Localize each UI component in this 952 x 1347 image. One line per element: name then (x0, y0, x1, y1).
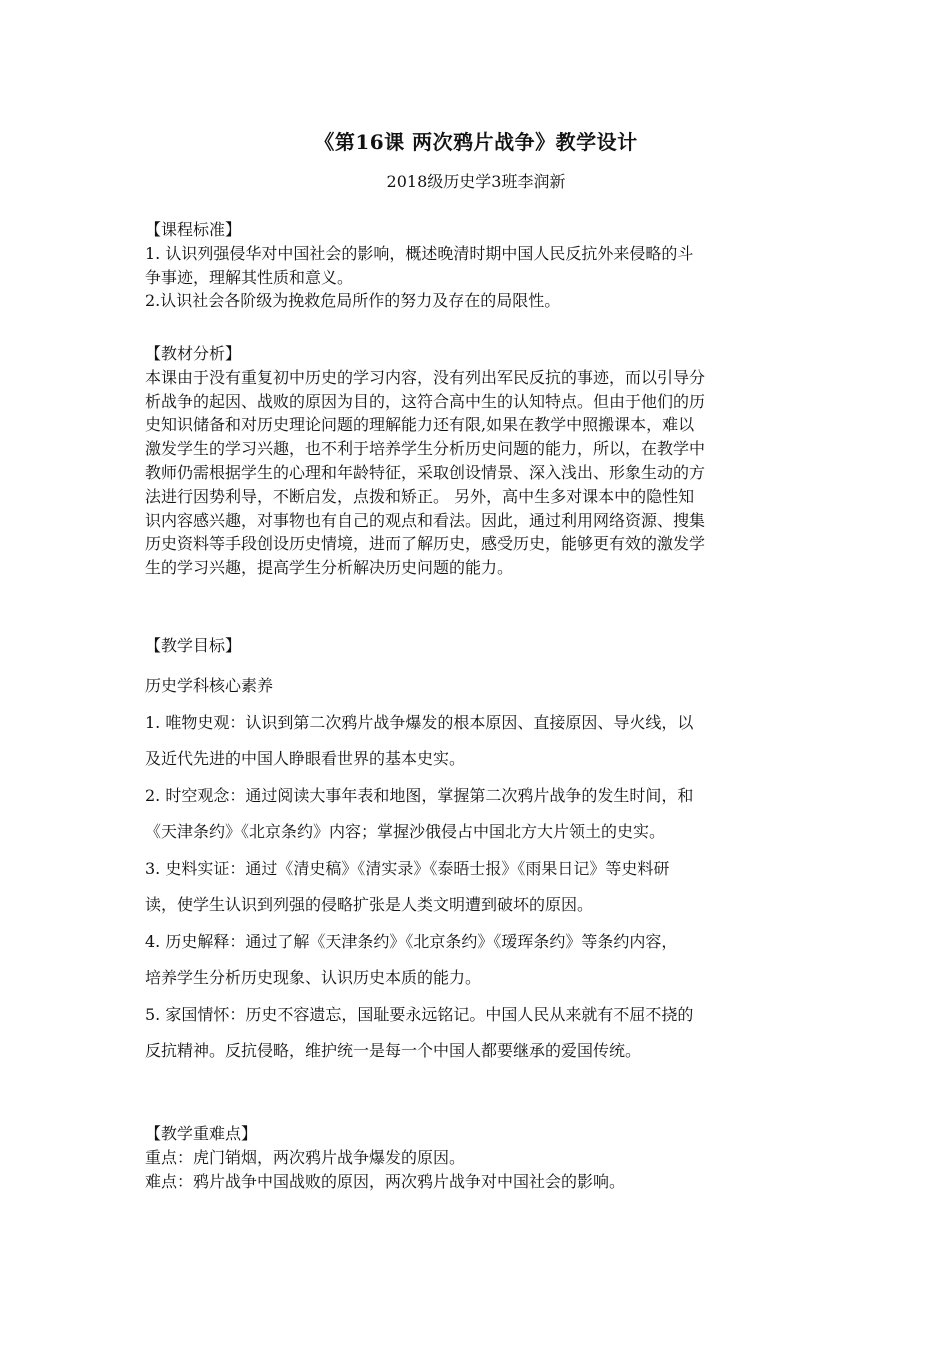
section-heading: 【教学重难点】 (145, 1124, 258, 1143)
paragraph-line: 2. 时空观念：通过阅读大事年表和地图，掌握第二次鸦片战争的发生时间，和 (145, 785, 694, 805)
paragraph-line: 反抗精神。反抗侵略，维护统一是每一个中国人都要继承的爱国传统。 (145, 1041, 642, 1060)
paragraph-line: 2.认识社会各阶级为挽救危局所作的努力及存在的局限性。 (145, 291, 561, 311)
paragraph-line: 析战争的起因、战败的原因为目的，这符合高中生的认知特点。但由于他们的历 (145, 391, 706, 411)
paragraph-line: 识内容感兴趣，对事物也有自己的观点和看法。因此，通过利用网络资源、搜集 (145, 510, 706, 530)
paragraph-line: 难点：鸦片战争中国战败的原因，两次鸦片战争对中国社会的影响。 (145, 1171, 626, 1191)
objectives-body (145, 668, 813, 1070)
document-title: 《第16课 两次鸦片战争》教学设计 (314, 130, 638, 154)
paragraph-line: 本课由于没有重复初中历史的学习内容，没有列出军民反抗的事迹，而以引导分 (145, 367, 706, 387)
paragraph-line: 1. 唯物史观：认识到第二次鸦片战争爆发的根本原因、直接原因、导火线，以 (145, 712, 694, 732)
paragraph-line: 《天津条约》《北京条约》内容；掌握沙俄侵占中国北方大片领土的史实。 (145, 822, 666, 841)
paragraph-line: 历史学科核心素养 (145, 676, 274, 695)
section-heading: 【课程标准】 (145, 220, 242, 239)
paragraph-line: 读，使学生认识到列强的侵略扩张是人类文明遭到破坏的原因。 (145, 895, 594, 914)
author-line: 2018级历史学3班李润新 (386, 172, 566, 191)
paragraph-line: 历史资料等手段创设历史情境，进而了解历史，感受历史，能够更有效的激发学 (145, 534, 706, 554)
paragraph-line: 3. 史料实证：通过《清史稿》《清实录》《泰晤士报》《雨果日记》等史料研 (145, 858, 670, 878)
paragraph-line: 争事迹，理解其性质和意义。 (145, 267, 354, 287)
section-key-points (145, 1122, 813, 1193)
section-teaching-objectives (145, 634, 813, 658)
section-textbook-analysis (145, 342, 813, 580)
paragraph-line: 教师仍需根据学生的心理和年龄特征，采取创设情景、深入浅出、形象生动的方 (145, 462, 706, 482)
section-heading: 【教材分析】 (145, 344, 242, 363)
paragraph-line: 生的学习兴趣，提高学生分析解决历史问题的能力。 (145, 558, 514, 578)
paragraph-line: 及近代先进的中国人睁眼看世界的基本史实。 (145, 749, 466, 768)
paragraph-line: 史知识储备和对历史理论问题的理解能力还有限,如果在教学中照搬课本，难以 (145, 415, 695, 435)
paragraph-line: 4. 历史解释：通过了解《天津条约》《北京条约》《瑷珲条约》等条约内容， (145, 931, 678, 951)
section-curriculum-standard (145, 218, 813, 313)
paragraph-line: 1. 认识列强侵华对中国社会的影响，概述晚清时期中国人民反抗外来侵略的斗 (145, 243, 694, 263)
paragraph-line: 激发学生的学习兴趣，也不利于培养学生分析历史问题的能力，所以，在教学中 (145, 439, 706, 459)
paragraph-line: 培养学生分析历史现象、认识历史本质的能力。 (145, 968, 482, 987)
paragraph-line: 法进行因势利导，不断启发，点拨和矫正。 另外，高中生多对课本中的隐性知 (145, 486, 695, 506)
section-heading: 【教学目标】 (145, 636, 242, 655)
paragraph-line: 5. 家国情怀：历史不容遗忘，国耻要永远铭记。中国人民从来就有不屈不挠的 (145, 1004, 694, 1024)
paragraph-line: 重点：虎门销烟，两次鸦片战争爆发的原因。 (145, 1147, 466, 1167)
